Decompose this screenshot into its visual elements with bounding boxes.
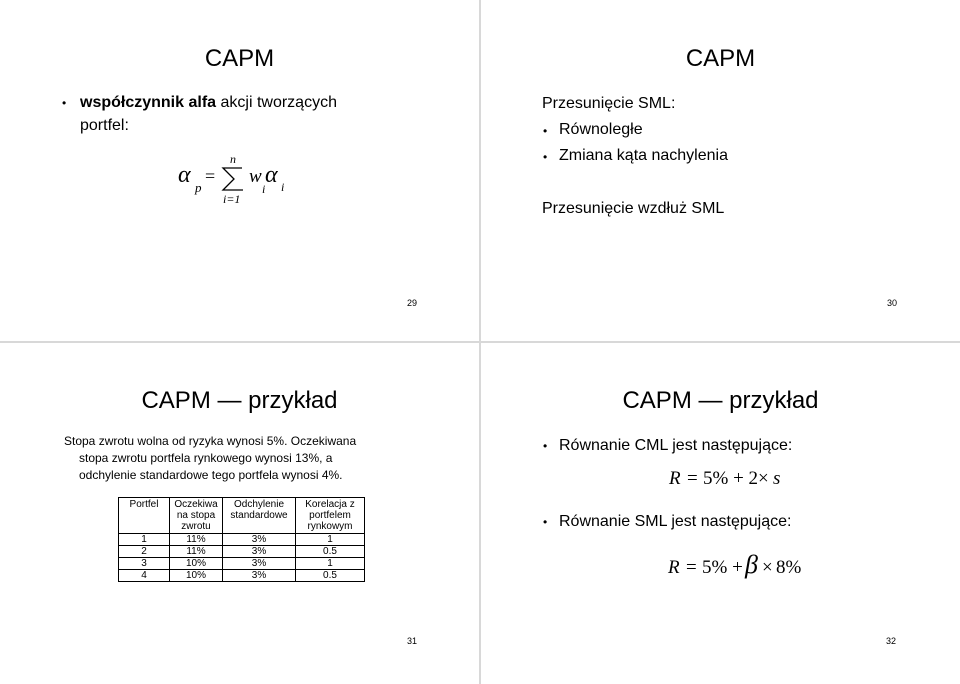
alpha-i-sub: i [281, 180, 285, 194]
table-cell: 11% [170, 546, 223, 558]
table-cell: 10% [170, 558, 223, 570]
page-number: 29 [407, 298, 418, 308]
slide-title: CAPM — przykład [622, 387, 819, 414]
page-number: 30 [887, 298, 898, 308]
bullet-dot: • [62, 96, 67, 110]
alpha-i: α [265, 162, 278, 188]
paragraph-line: odchylenie standardowe tego portfela wynosi 4%. [79, 468, 343, 482]
sml-equals: = [686, 557, 697, 578]
table-cell: 3 [119, 558, 170, 570]
table-row [119, 570, 365, 582]
sml-r: R [668, 557, 680, 578]
weight-w: w [249, 166, 262, 187]
table-cell: 1 [119, 534, 170, 546]
cml-equals: = [687, 468, 698, 489]
table-cell: 3% [223, 570, 296, 582]
bullet-text-line2: portfel: [80, 117, 129, 134]
table-row [119, 534, 365, 546]
sml-tail: 8% [776, 557, 802, 578]
paragraph-line: Stopa zwrotu wolna od ryzyka wynosi 5%. Oczekiwana [64, 434, 357, 448]
page-number: 32 [886, 636, 897, 646]
table-cell: 3% [223, 558, 296, 570]
bullet-sml-equation: Równanie SML jest następujące: [559, 513, 792, 530]
table-cell: 11% [170, 534, 223, 546]
sigma-icon [221, 166, 245, 192]
table-cell: 1 [296, 558, 365, 570]
heading-along-sml: Przesunięcie wzdłuż SML [542, 200, 725, 217]
alpha-p: α [178, 162, 191, 188]
cml-r: R [669, 468, 681, 489]
table-cell: 3% [223, 546, 296, 558]
alpha-p-sub: p [195, 180, 202, 195]
bullet-text [80, 94, 337, 112]
table-cell: 0.5 [296, 570, 365, 582]
slide-title: CAPM [685, 45, 756, 72]
table-header-row [119, 498, 365, 534]
slide-title: CAPM — przykład [141, 387, 338, 414]
table-cell: 3% [223, 534, 296, 546]
header-portfel: Portfel [119, 498, 170, 534]
bullet-bold-text: współczynnik alfa [80, 94, 217, 111]
table-row [119, 558, 365, 570]
sml-rhs: 5% + [702, 557, 743, 578]
table-cell: 2 [119, 546, 170, 558]
bullet-dot: • [543, 150, 548, 164]
problem-paragraph [64, 433, 356, 484]
bullet-dot: • [543, 439, 548, 453]
bullet-parallel: Równoległe [559, 121, 643, 138]
cml-rhs: 5% + 2 [703, 468, 759, 489]
table-cell: 10% [170, 570, 223, 582]
heading-sml-shift: Przesunięcie SML: [542, 95, 676, 112]
slide-29 [0, 0, 479, 341]
bullet-dot: • [543, 515, 548, 529]
slide-title: CAPM [204, 45, 275, 72]
bullet-cml-equation: Równanie CML jest następujące: [559, 437, 793, 454]
table-row [119, 546, 365, 558]
sml-beta: β [745, 550, 758, 579]
header-std-dev: Odchylenie standardowe [223, 498, 296, 534]
table-cell: 1 [296, 534, 365, 546]
cml-s: s [773, 468, 781, 489]
sum-lower: i=1 [223, 192, 241, 206]
bullet-slope-change: Zmiana kąta nachylenia [559, 147, 728, 164]
weight-w-sub: i [262, 182, 266, 196]
cml-times: × [758, 468, 769, 489]
paragraph-line: stopa zwrotu portfela rynkowego wynosi 13%, a [79, 451, 333, 465]
header-correlation: Korelacja z portfelem rynkowym [296, 498, 365, 534]
portfolio-table [118, 497, 365, 582]
slide-32 [481, 343, 960, 684]
bullet-dot: • [543, 124, 548, 138]
bullet-rest-text: akcji tworzących [216, 94, 337, 111]
slide-30 [481, 0, 960, 341]
table-cell: 0.5 [296, 546, 365, 558]
slide-31 [0, 343, 479, 684]
sml-times: × [762, 557, 773, 578]
equals-sign: = [205, 166, 216, 186]
sum-upper: n [230, 152, 236, 166]
table-cell: 4 [119, 570, 170, 582]
page-number: 31 [407, 636, 418, 646]
header-expected-return: Oczekiwa na stopa zwrotu [170, 498, 223, 534]
